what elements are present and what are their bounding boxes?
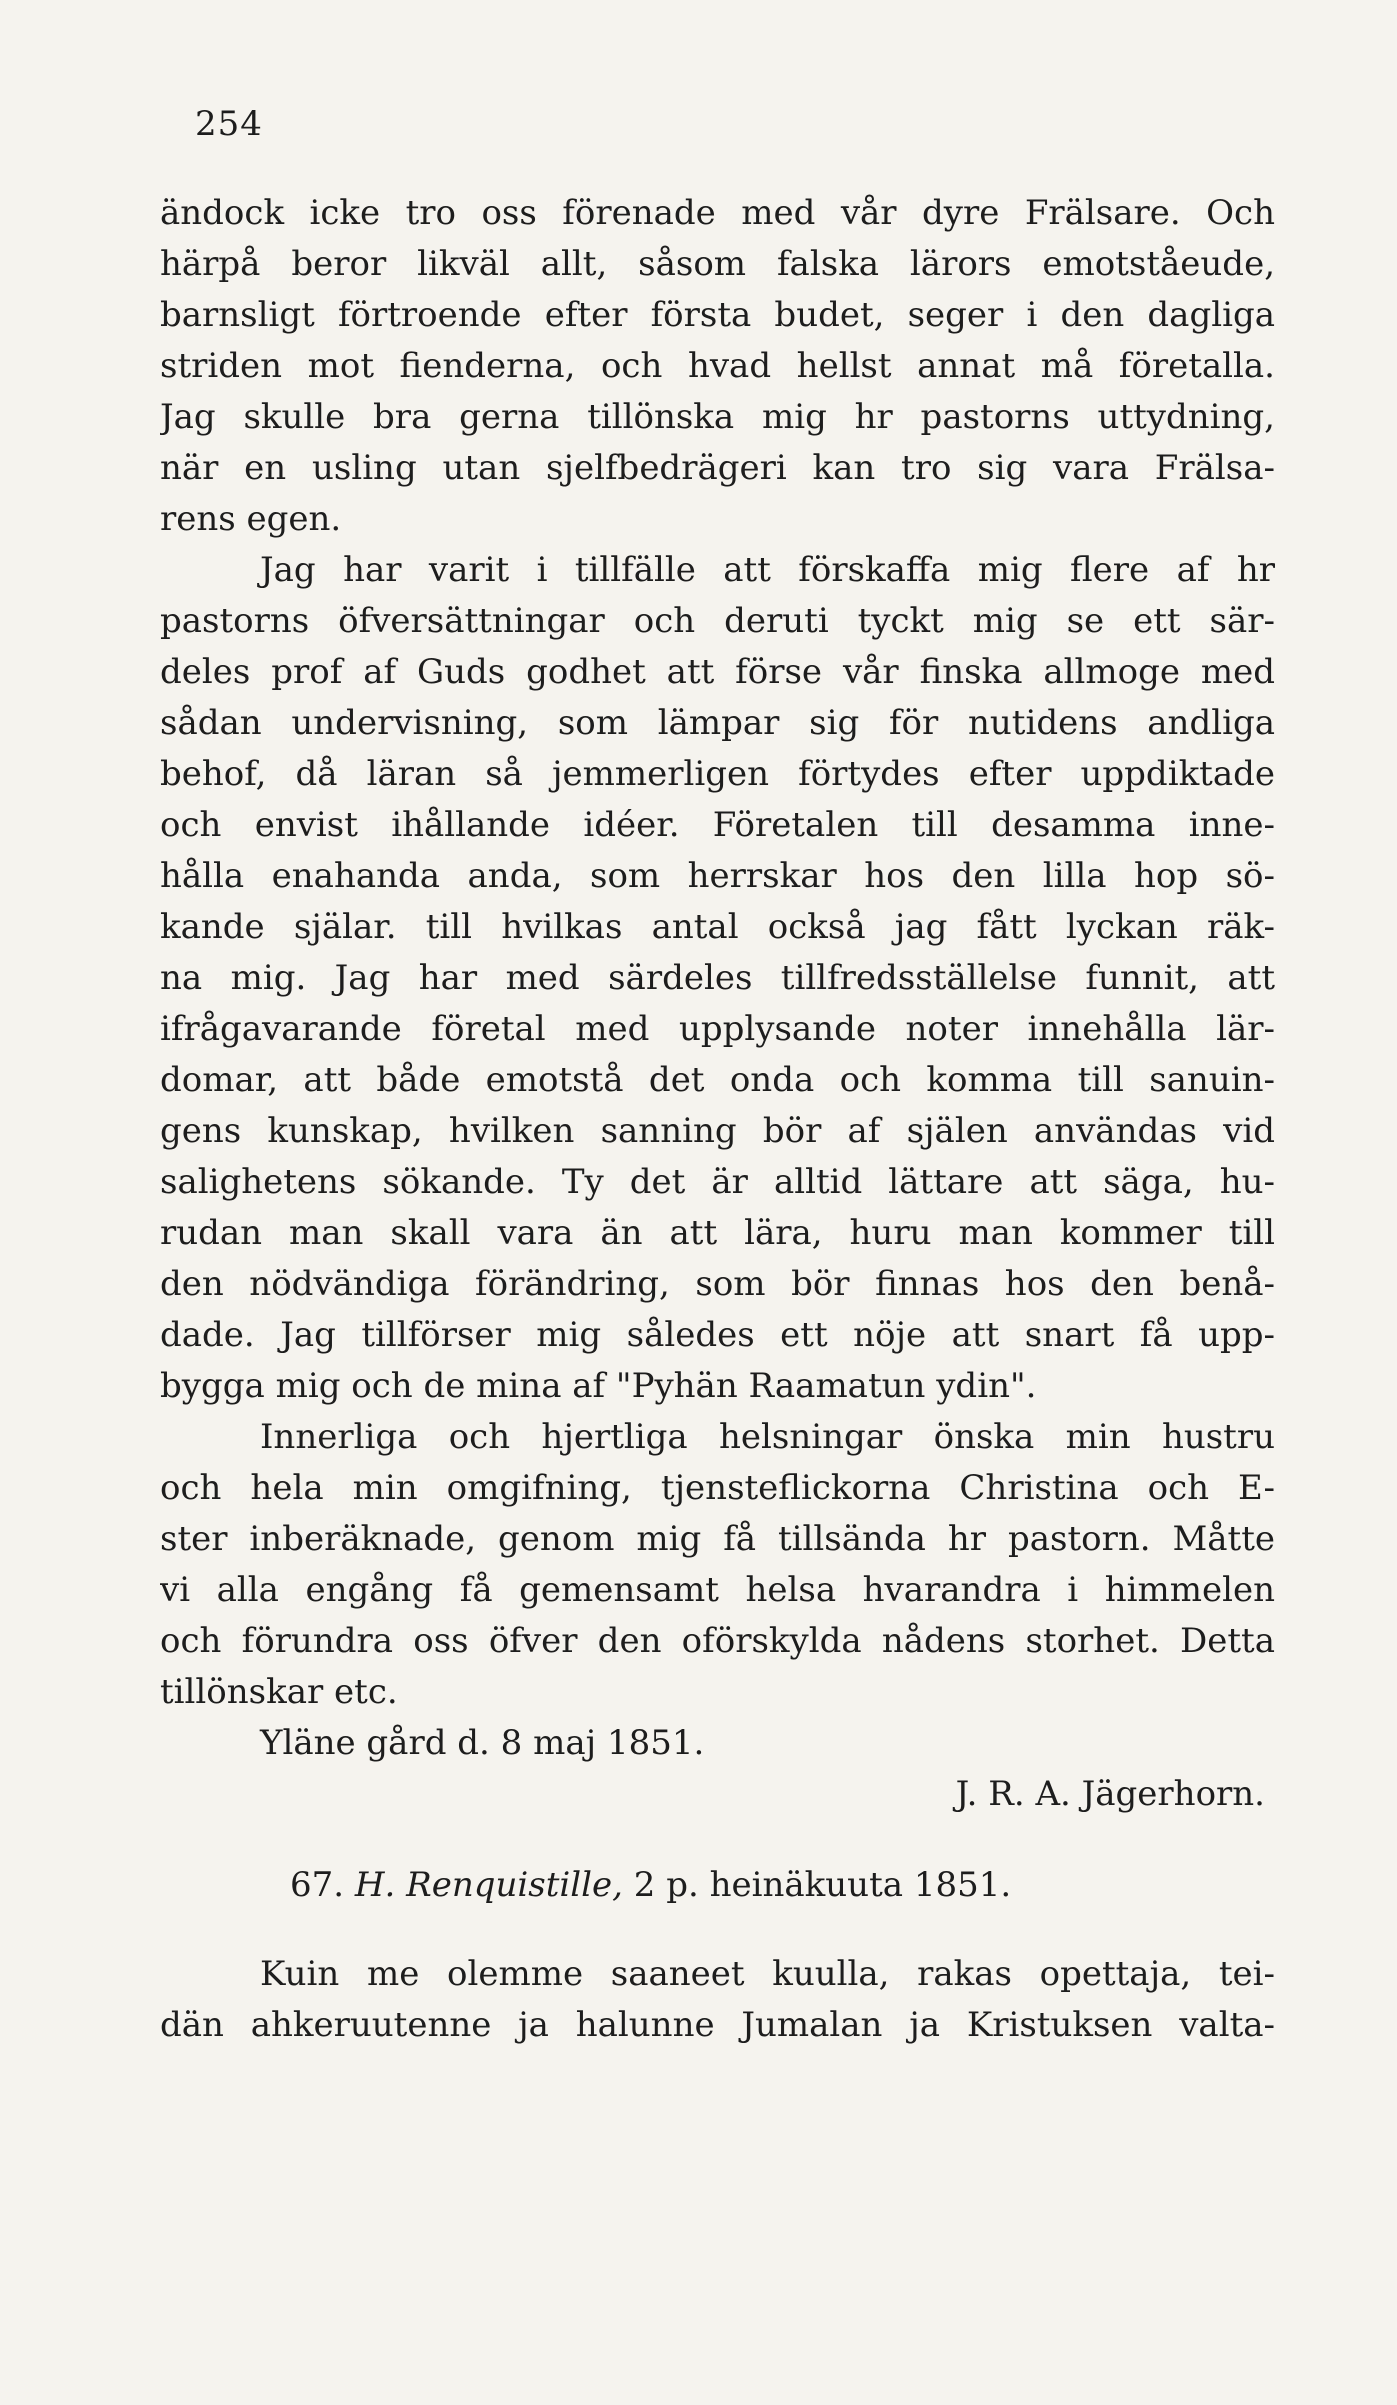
text-line: när en usling utan sjelfbedrägeri kan tro sig vara Frälsa- xyxy=(160,448,1275,488)
text-line: domar, att både emotstå det onda och komma till sanuin- xyxy=(160,1060,1275,1100)
text-line: na mig. Jag har med särdeles tillfredsställelse funnit, att xyxy=(160,958,1275,998)
text-line: striden mot fienderna, och hvad hellst annat må företalla. xyxy=(160,346,1275,386)
page-number: 254 xyxy=(195,104,263,144)
text-line: ändock icke tro oss förenade med vår dyre Frälsare. Och xyxy=(160,193,1275,233)
letter-number: 67. xyxy=(290,1865,345,1905)
text-line: behof, då läran så jemmerligen förtydes efter uppdiktade xyxy=(160,754,1275,794)
text-line: barnsligt förtroende efter första budet, seger i den dagliga xyxy=(160,295,1275,335)
text-line: Jag skulle bra gerna tillönska mig hr pastorns uttydning, xyxy=(160,397,1275,437)
text-line: Innerliga och hjertliga helsningar önska min hustru xyxy=(260,1417,1275,1457)
text-line: Jag har varit i tillfälle att förskaffa mig flere af hr xyxy=(260,550,1275,590)
text-line: och hela min omgifning, tjensteflickorna Christina och E- xyxy=(160,1468,1275,1508)
text-line: kande själar. till hvilkas antal också jag fått lyckan räk- xyxy=(160,907,1275,947)
text-line: rudan man skall vara än att lära, huru man kommer till xyxy=(160,1213,1275,1253)
text-line: vi alla engång få gemensamt helsa hvarandra i himmelen xyxy=(160,1570,1275,1610)
text-line: pastorns öfversättningar och deruti tyckt mig se ett sär- xyxy=(160,601,1275,641)
text-line: hålla enahanda anda, som herrskar hos den lilla hop sö- xyxy=(160,856,1275,896)
text-line: och förundra oss öfver den oförskylda nådens storhet. Detta xyxy=(160,1621,1275,1661)
text-line: ster inberäknade, genom mig få tillsända hr pastorn. Måtte xyxy=(160,1519,1275,1559)
text-line: och envist ihållande idéer. Företalen till desamma inne- xyxy=(160,805,1275,845)
text-line: bygga mig och de mina af "Pyhän Raamatun ydin". xyxy=(160,1366,1037,1406)
letter-date: 2 p. heinäkuuta 1851. xyxy=(633,1865,1012,1905)
text-line: tillönskar etc. xyxy=(160,1672,398,1712)
text-line: deles prof af Guds godhet att förse vår finska allmoge med xyxy=(160,652,1275,692)
text-line: Kuin me olemme saaneet kuulla, rakas opettaja, tei- xyxy=(260,1954,1275,1994)
text-line: rens egen. xyxy=(160,499,342,539)
signature: J. R. A. Jägerhorn. xyxy=(955,1774,1265,1814)
place-date-line: Yläne gård d. 8 maj 1851. xyxy=(260,1723,705,1763)
text-line: dän ahkeruutenne ja halunne Jumalan ja Kristuksen valta- xyxy=(160,2005,1275,2045)
text-line: gens kunskap, hvilken sanning bör af själen användas vid xyxy=(160,1111,1275,1151)
text-line: dade. Jag tillförser mig således ett nöje att snart få upp- xyxy=(160,1315,1275,1355)
text-line: den nödvändiga förändring, som bör finnas hos den benå- xyxy=(160,1264,1275,1304)
letter-recipient: H. Renquistille, xyxy=(354,1865,623,1905)
text-line: sådan undervisning, som lämpar sig för nutidens andliga xyxy=(160,703,1275,743)
letter-heading xyxy=(160,1860,1275,1911)
body-text xyxy=(160,188,1275,2051)
text-line: härpå beror likväl allt, såsom falska lärors emotståeude, xyxy=(160,244,1275,284)
text-line: salighetens sökande. Ty det är alltid lättare att säga, hu- xyxy=(160,1162,1275,1202)
text-line: ifrågavarande företal med upplysande noter innehålla lär- xyxy=(160,1009,1275,1049)
